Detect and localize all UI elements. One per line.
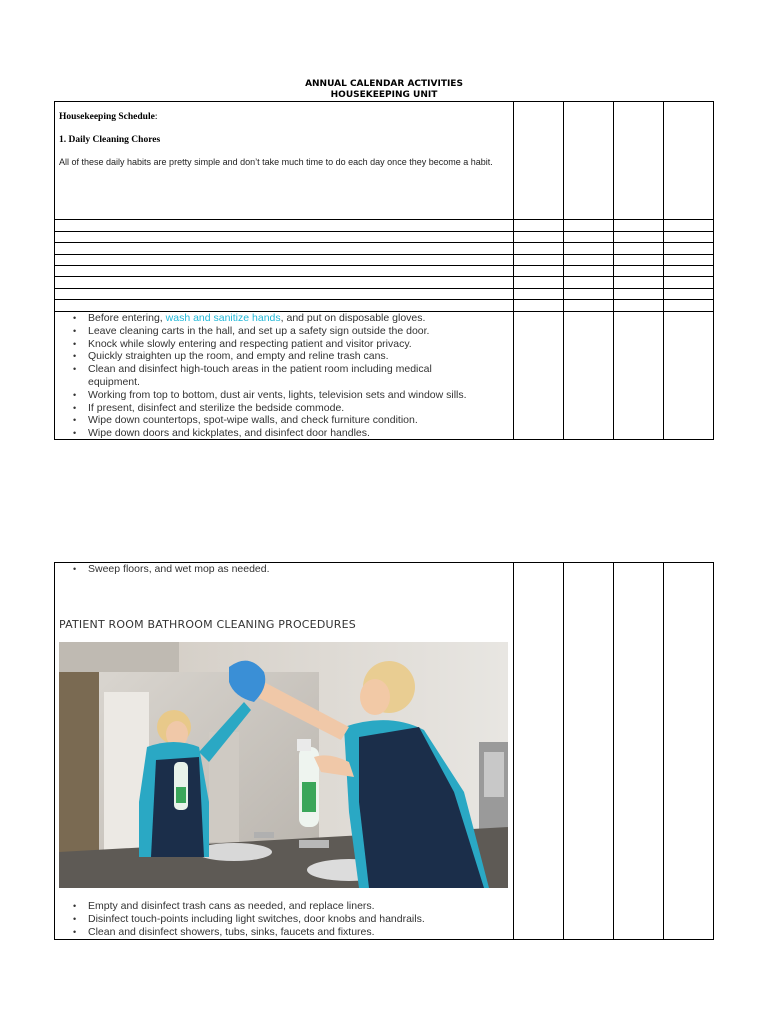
daily-chores-title: 1. Daily Cleaning Chores (59, 135, 161, 145)
row-divider (55, 219, 713, 220)
list-item: • Quickly straighten up the room, and empty and reline trash cans. (55, 350, 511, 363)
row-divider (55, 265, 713, 266)
list-item: • Empty and disinfect trash cans as needed, and replace liners. (55, 900, 511, 913)
intro-paragraph: All of these daily habits are pretty simple and don’t take much time to do each day once they become a habit. (59, 157, 493, 167)
bathroom-procedures-heading: PATIENT ROOM BATHROOM CLEANING PROCEDURES (59, 618, 356, 631)
column-divider (513, 563, 514, 939)
cleaning-staff-photo (59, 642, 508, 888)
list-item: • Wipe down countertops, spot-wipe walls, and check furniture condition. (55, 414, 511, 427)
list-item: • Working from top to bottom, dust air vents, lights, television sets and window sills. (55, 389, 511, 402)
document-title (0, 79, 768, 101)
schedule-label (59, 112, 157, 122)
column-divider (613, 563, 614, 939)
column-divider (563, 563, 564, 939)
title-line-1: ANNUAL CALENDAR ACTIVITIES (305, 79, 463, 89)
list-item: • Wipe down doors and kickplates, and disinfect door handles. (55, 427, 511, 440)
schedule-label-text: Housekeeping Schedule (59, 112, 155, 122)
column-divider (563, 102, 564, 439)
list-item: • If present, disinfect and sterilize the bedside commode. (55, 402, 511, 415)
column-divider (513, 102, 514, 439)
daily-chores-list (55, 312, 511, 440)
bathroom-procedures-list (55, 900, 511, 938)
sweep-list (55, 563, 511, 576)
row-divider (55, 288, 713, 289)
title-line-2: HOUSEKEEPING UNIT (330, 90, 438, 100)
list-item: • Disinfect touch-points including light switches, door knobs and handrails. (55, 913, 511, 926)
list-item: • Clean and disinfect high-touch areas in the patient room including medical equipment. (55, 363, 511, 389)
schedule-table-2 (54, 562, 714, 940)
schedule-table-1 (54, 101, 714, 440)
row-divider (55, 254, 713, 255)
list-item: • Before entering, wash and sanitize hands, and put on disposable gloves. (55, 312, 511, 325)
schedule-label-colon: : (154, 112, 158, 122)
list-item: • Sweep floors, and wet mop as needed. (55, 563, 511, 576)
list-item: • Clean and disinfect showers, tubs, sinks, faucets and fixtures. (55, 926, 511, 939)
column-divider (663, 563, 664, 939)
row-divider (55, 242, 713, 243)
row-divider (55, 299, 713, 300)
row-divider (55, 231, 713, 232)
list-item: • Knock while slowly entering and respecting patient and visitor privacy. (55, 338, 511, 351)
column-divider (663, 102, 664, 439)
list-item: • Leave cleaning carts in the hall, and set up a safety sign outside the door. (55, 325, 511, 338)
column-divider (613, 102, 614, 439)
wash-hands-link[interactable]: wash and sanitize hands (165, 312, 281, 324)
row-divider (55, 276, 713, 277)
